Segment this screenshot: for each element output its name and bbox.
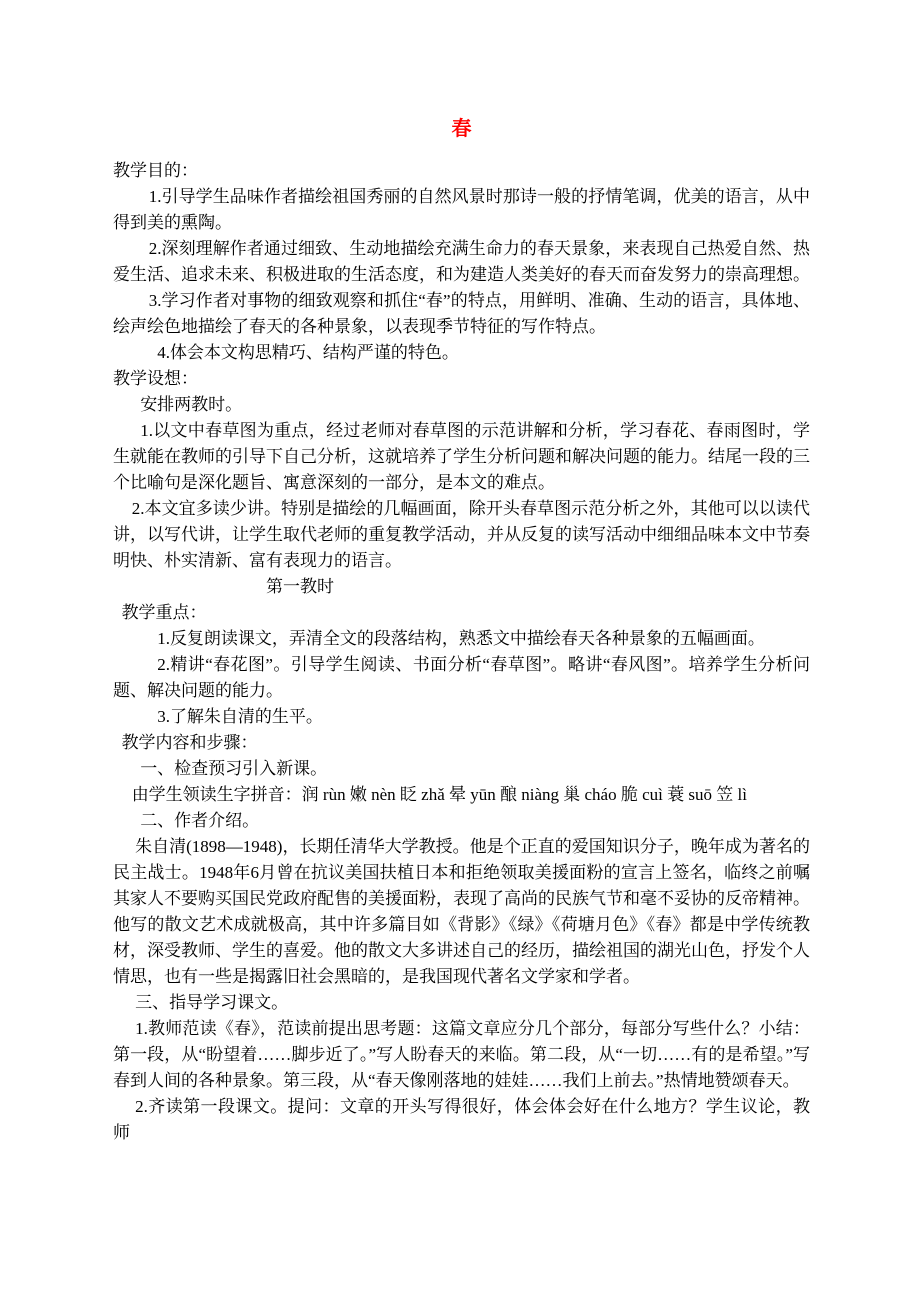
key-point-2: 2.精讲“春花图”。引导学生阅读、书面分析“春草图”。略讲“春风图”。培养学生分析问题、解决问题的能力。: [113, 655, 810, 700]
plan-point-2: 2.本文宜多读少讲。特别是描绘的几幅画面，除开头春草图示范分析之外，其他可以以读代讲，以写代讲，让学生取代老师的重复教学活动，并从反复的读写活动中细细品味本文中节奏明快、朴实清新、富有表现力的语言。: [113, 499, 810, 570]
session-heading: 第一教时: [266, 577, 334, 596]
teaching-aim-2: 2.深刻理解作者通过细致、生动地描绘充满生命力的春天景象，来表现自己热爱自然、热爱生活、追求未来、积极进取的生活态度，和为建造人类美好的春天而奋发努力的崇高理想。: [113, 239, 810, 284]
plan-point-1: 1.以文中春草图为重点，经过老师对春草图的示范讲解和分析，学习春花、春雨图时，学生就能在教师的引导下自己分析，这就培养了学生分析问题和解决问题的能力。结尾一段的三个比喻句是深化题旨、寓意深刻的一部分，是本文的难点。: [113, 421, 810, 492]
teaching-plan-heading: 教学设想：: [113, 369, 198, 388]
key-points-heading: 教学重点：: [121, 603, 207, 622]
pinyin-word-list: 由学生领读生字拼音：润 rùn 嫩 nèn 眨 zhǎ 晕 yūn 酿 niàng 巢 cháo 脆 cuì 蓑 suō 笠 lì: [131, 785, 747, 804]
key-point-1: 1.反复朗读课文，弄清全文的段落结构，熟悉文中描绘春天各种景象的五幅画面。: [157, 629, 765, 648]
teaching-aims-heading: 教学目的：: [113, 161, 198, 180]
teaching-aim-3: 3.学习作者对事物的细致观察和抓住“春”的特点，用鲜明、准确、生动的语言，具体地、绘声绘色地描绘了春天的各种景象，以表现季节特征的写作特点。: [113, 291, 810, 336]
document-title: 春: [451, 118, 472, 140]
teaching-aim-1: 1.引导学生品味作者描绘祖国秀丽的自然风景时那诗一般的抒情笔调，优美的语言，从中得到美的熏陶。: [113, 187, 810, 232]
step-two-author-intro: 二、作者介绍。: [140, 811, 260, 830]
plan-schedule: 安排两教时。: [140, 395, 243, 414]
guide-step-1: 1.教师范读《春》，范读前提出思考题：这篇文章应分几个部分，每部分写些什么？小结：第一段，从“盼望着……脚步近了。”写人盼春天的来临。第二段，从“一切……有的是希望。”写春到人间的各种景象。第三段，从“春天像刚落地的娃娃……我们上前去。”热情地赞颂春天。: [113, 1019, 810, 1090]
teaching-aim-4: 4.体会本文构思精巧、结构严谨的特色。: [157, 343, 459, 362]
step-one-check-preview: 一、检查预习引入新课。: [140, 759, 328, 778]
key-point-3: 3.了解朱自清的生平。: [157, 707, 323, 726]
guide-step-2: 2.齐读第一段课文。提问：文章的开头写得很好，体会体会好在什么地方？学生议论，教师: [113, 1097, 810, 1142]
author-biography: 朱自清(1898—1948)，长期任清华大学教授。他是个正直的爱国知识分子，晚年成为著名的民主战士。1948年6月曾在抗议美国扶植日本和拒绝领取美援面粉的宣言上签名，临终之前嘱其家人不要购买国民党政府配售的美援面粉，表现了高尚的民族气节和毫不妥协的反帝精神。他写的散文艺术成就极高，其中许多篇目如《背影》《绿》《荷塘月色》《春》都是中学传统教材，深受教师、学生的喜爱。他的散文大多讲述自己的经历，描绘祖国的湖光山色，抒发个人情思，也有一些是揭露旧社会黑暗的，是我国现代著名文学家和学者。: [113, 837, 810, 986]
step-three-guide-study: 三、指导学习课文。: [135, 993, 289, 1012]
content-steps-heading: 教学内容和步骤：: [121, 733, 258, 752]
